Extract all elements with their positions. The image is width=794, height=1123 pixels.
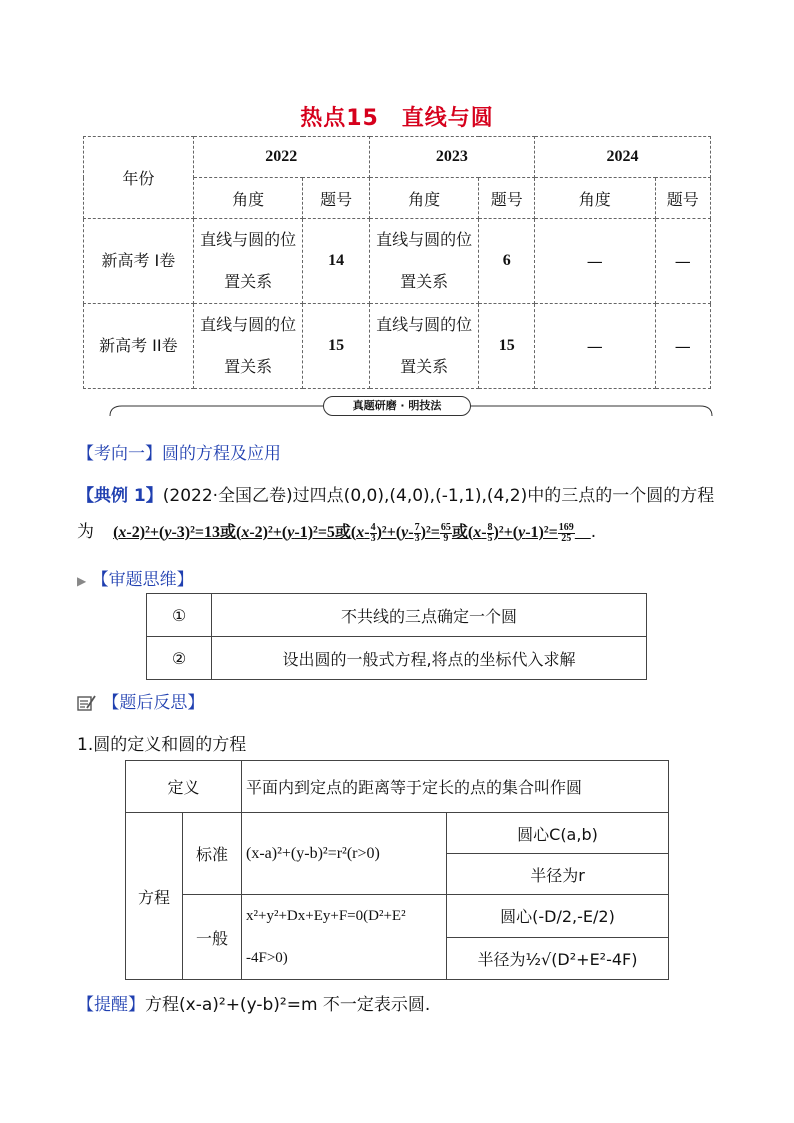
cell-angle: — xyxy=(534,304,655,389)
year-2023: 2023 xyxy=(369,137,534,178)
think-text: 不共线的三点确定一个圆 xyxy=(212,594,647,637)
std-radius: 半径为r xyxy=(447,854,669,895)
row-label: 新高考 I卷 xyxy=(84,219,194,304)
row-label: 新高考 II卷 xyxy=(84,304,194,389)
cell-qnum: 15 xyxy=(479,304,534,389)
gen-center: 圆心(-D/2,-E/2) xyxy=(447,895,669,938)
def-label: 定义 xyxy=(126,761,242,813)
reminder: 【提醒】方程(x-a)²+(y-b)²=m 不一定表示圆. xyxy=(77,995,431,1015)
think-text: 设出圆的一般式方程,将点的坐标代入求解 xyxy=(212,637,647,680)
triangle-icon: ▶ xyxy=(77,574,87,588)
think-num: ① xyxy=(147,594,212,637)
cell-qnum: 15 xyxy=(303,304,369,389)
section-heading: 【考向一】圆的方程及应用 xyxy=(77,444,281,464)
example-answer-line: 为 (x-2)²+(y-3)²=13或(x-2)²+(y-1)²=5或(x- $\frac{4}{3}$ )²+(y- $\frac{7}{3}$ )²= $\frac{65}{9}$ 或(x- $\frac{8}{5}$ )²+(y-1)²= $\frac{169}{25}$ . xyxy=(77,521,597,544)
eq-label: 方程 xyxy=(126,813,183,980)
year-2024: 2024 xyxy=(534,137,710,178)
angle-header: 角度 xyxy=(193,178,303,219)
cell-qnum: — xyxy=(655,219,711,304)
cell-qnum: — xyxy=(655,304,711,389)
qnum-header: 题号 xyxy=(479,178,534,219)
reflect-heading: 【题后反思】 xyxy=(77,688,204,713)
std-label: 标准 xyxy=(183,813,242,895)
angle-header: 角度 xyxy=(534,178,655,219)
circle-equation-table xyxy=(125,760,669,980)
think-heading: ▶ 【审题思维】 xyxy=(77,570,194,590)
std-equation: (x-a)²+(y-b)²=r²(r>0) xyxy=(242,813,447,895)
divider-badge: 真题研磨 · 明技法 xyxy=(323,396,471,416)
example-answer: (x-2)²+(y-3)²=13或(x-2)²+(y-1)²=5或(x- $\frac{4}{3}$ )²+(y- $\frac{7}{3}$ )²= $\frac{65}{9}$ 或(x- $\frac{8}{5}$ )²+(y-1)²= $\frac{169}{25}$ xyxy=(113,521,574,544)
gen-radius: 半径为½√(D²+E²-4F) xyxy=(447,937,669,980)
cell-angle: — xyxy=(534,219,655,304)
qnum-header: 题号 xyxy=(655,178,711,219)
year-2022: 2022 xyxy=(193,137,369,178)
example-text xyxy=(77,481,737,506)
angle-header: 角度 xyxy=(369,178,479,219)
cell-angle: 直线与圆的位置关系 xyxy=(369,304,479,389)
think-table xyxy=(146,593,647,680)
cell-qnum: 14 xyxy=(303,219,369,304)
cell-angle: 直线与圆的位置关系 xyxy=(193,219,303,304)
qnum-header: 题号 xyxy=(303,178,369,219)
gen-label: 一般 xyxy=(183,895,242,980)
page-title: 热点15 直线与圆 xyxy=(300,106,494,131)
example-tag: 【典例 1】 xyxy=(77,486,163,506)
point-1-heading: 1.圆的定义和圆的方程 xyxy=(77,735,247,755)
cell-angle: 直线与圆的位置关系 xyxy=(369,219,479,304)
note-icon xyxy=(77,694,97,712)
cell-qnum: 6 xyxy=(479,219,534,304)
exam-stats-table xyxy=(83,136,711,389)
cell-angle: 直线与圆的位置关系 xyxy=(193,304,303,389)
gen-equation: x²+y²+Dx+Ey+F=0(D²+E² -4F>0) xyxy=(242,895,447,980)
year-header: 年份 xyxy=(84,137,194,219)
def-text: 平面内到定点的距离等于定长的点的集合叫作圆 xyxy=(242,761,669,813)
example-body: (2022·全国乙卷)过四点(0,0),(4,0),(-1,1),(4,2)中的三点的一个圆的方程 xyxy=(162,486,715,506)
think-num: ② xyxy=(147,637,212,680)
std-center: 圆心C(a,b) xyxy=(447,813,669,854)
